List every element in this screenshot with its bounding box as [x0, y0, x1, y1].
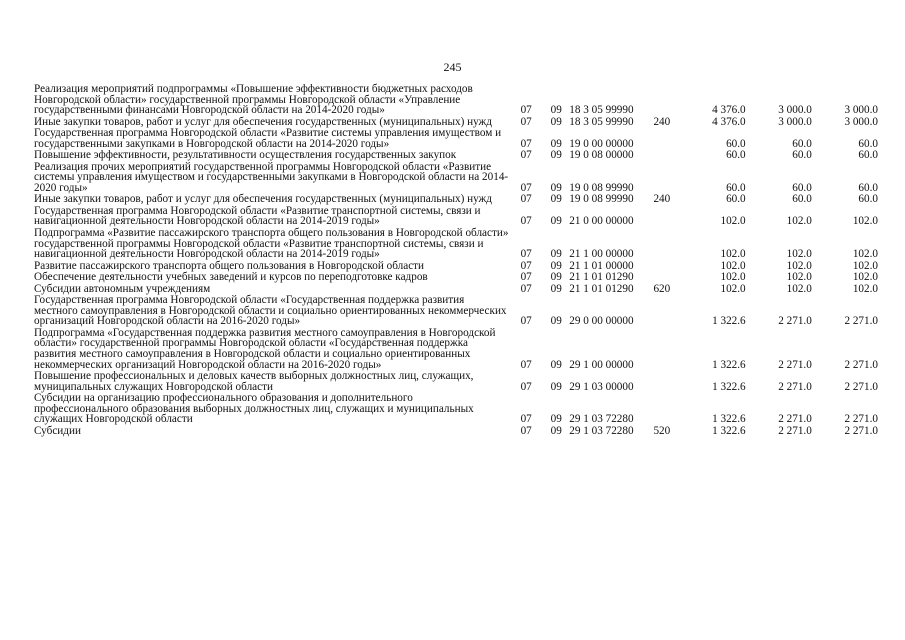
row-target-article: 29 1 00 00000	[569, 358, 634, 371]
row-amount-3: 2 271.0	[844, 315, 878, 328]
row-section-code: 07	[520, 259, 532, 272]
row-subsection-code: 09	[550, 315, 562, 328]
row-amount-3: 102.0	[852, 215, 878, 228]
row-expense-type	[653, 162, 681, 195]
row-expense-type	[653, 261, 681, 272]
row-expense-type	[653, 371, 681, 393]
row-subsection-code: 09	[550, 181, 562, 194]
row-amount-1: 102.0	[720, 271, 746, 284]
row-amount-1: 60.0	[726, 193, 746, 206]
row-expense-type	[653, 206, 681, 228]
table-row	[34, 371, 878, 393]
row-amount-3: 3 000.0	[844, 104, 878, 117]
table-row	[34, 393, 878, 426]
row-subsection-code: 09	[550, 358, 562, 371]
row-target-article: 21 1 01 00000	[569, 259, 634, 272]
table-row	[34, 426, 878, 437]
row-subsection-code: 09	[550, 193, 562, 206]
row-amount-3: 60.0	[858, 181, 878, 194]
row-section-code: 07	[520, 424, 532, 437]
row-target-article: 19 0 08 99990	[569, 193, 634, 206]
row-name: Государственная программа Новгородской области «Развитие транспортной системы, связи и навигационной деятельности Новгородской области на 2014-2019 годы»	[34, 204, 481, 228]
row-amount-1: 102.0	[720, 215, 746, 228]
row-section-code: 07	[520, 149, 532, 162]
row-amount-2: 60.0	[792, 149, 812, 162]
row-amount-2: 102.0	[786, 282, 812, 295]
row-target-article: 18 3 05 99990	[569, 104, 634, 117]
row-subsection-code: 09	[550, 248, 562, 261]
row-name: Повышение эффективности, результативности осуществления государственных закупок	[34, 149, 457, 162]
table-row	[34, 228, 878, 261]
row-amount-1: 102.0	[720, 282, 746, 295]
row-expense-type: 620	[653, 282, 671, 295]
table-row	[34, 206, 878, 228]
row-amount-1: 1 322.6	[712, 315, 746, 328]
row-amount-3: 60.0	[858, 193, 878, 206]
row-name: Государственная программа Новгородской области «Развитие системы управления имуществом и государственными закупками в Новгородской области на 2014-2020 годы»	[34, 127, 502, 150]
row-target-article: 29 1 03 00000	[569, 380, 634, 393]
row-amount-2: 3 000.0	[778, 115, 812, 128]
row-amount-2: 3 000.0	[778, 104, 812, 117]
table-row	[34, 162, 878, 195]
row-target-article: 29 0 00 00000	[569, 315, 634, 328]
row-target-article: 18 3 05 99990	[569, 115, 634, 128]
row-name: Подпрограмма «Государственная поддержка развития местного самоуправления в Новгородской области» государственной программы Новгородской области «Государственная поддержка развития местного самоуправления в Новгородской области и социально ориентированных некоммерческих организаций Новгородской области на 2016-2020 годы»	[34, 326, 496, 371]
row-subsection-code: 09	[550, 149, 562, 162]
row-amount-2: 2 271.0	[778, 315, 812, 328]
row-name: Субсидии	[34, 424, 81, 437]
budget-table-body	[34, 84, 878, 437]
row-target-article: 19 0 00 00000	[569, 137, 634, 150]
row-target-article: 29 1 03 72280	[569, 413, 634, 426]
row-amount-3: 60.0	[858, 137, 878, 150]
row-name: Подпрограмма «Развитие пассажирского транспорта общего пользования в Новгородской области» государственной программы Новгородской области «Развитие транспортной системы, связи и навигационной деятельности Новгородской области на 2014-2019 годы»	[34, 226, 509, 261]
row-amount-2: 2 271.0	[778, 380, 812, 393]
row-name: Субсидии автономным учреждениям	[34, 282, 211, 295]
row-section-code: 07	[520, 115, 532, 128]
table-row	[34, 328, 878, 371]
table-row	[34, 84, 878, 117]
row-amount-1: 1 322.6	[712, 424, 746, 437]
row-amount-1: 102.0	[720, 259, 746, 272]
row-section-code: 07	[520, 413, 532, 426]
row-amount-3: 102.0	[852, 271, 878, 284]
row-amount-3: 102.0	[852, 259, 878, 272]
row-section-code: 07	[520, 248, 532, 261]
row-section-code: 07	[520, 215, 532, 228]
row-target-article: 21 1 00 00000	[569, 248, 634, 261]
row-subsection-code: 09	[550, 215, 562, 228]
row-expense-type	[653, 84, 681, 117]
row-amount-3: 102.0	[852, 282, 878, 295]
table-row	[34, 150, 878, 161]
row-expense-type	[653, 228, 681, 261]
row-subsection-code: 09	[550, 137, 562, 150]
table-row	[34, 128, 878, 150]
row-amount-2: 102.0	[786, 271, 812, 284]
row-section-code: 07	[520, 315, 532, 328]
row-amount-1: 1 322.6	[712, 413, 746, 426]
row-amount-1: 1 322.6	[712, 358, 746, 371]
row-amount-1: 4 376.0	[712, 104, 746, 117]
row-target-article: 21 1 01 01290	[569, 282, 634, 295]
row-expense-type: 520	[653, 424, 671, 437]
row-amount-1: 4 376.0	[712, 115, 746, 128]
row-name: Иные закупки товаров, работ и услуг для обеспечения государственных (муниципальных) нужд	[34, 193, 492, 206]
row-section-code: 07	[520, 271, 532, 284]
row-amount-2: 60.0	[792, 181, 812, 194]
row-amount-3: 2 271.0	[844, 358, 878, 371]
row-expense-type	[653, 128, 681, 150]
row-target-article: 19 0 08 00000	[569, 149, 634, 162]
row-expense-type	[653, 328, 681, 371]
row-amount-1: 60.0	[726, 149, 746, 162]
row-amount-3: 2 271.0	[844, 424, 878, 437]
row-name: Развитие пассажирского транспорта общего пользования в Новгородской области	[34, 259, 425, 272]
row-amount-1: 102.0	[720, 248, 746, 261]
row-subsection-code: 09	[550, 380, 562, 393]
row-amount-1: 1 322.6	[712, 380, 746, 393]
row-expense-type: 240	[653, 193, 671, 206]
row-target-article: 21 0 00 00000	[569, 215, 634, 228]
row-amount-2: 2 271.0	[778, 424, 812, 437]
row-subsection-code: 09	[550, 271, 562, 284]
row-amount-2: 102.0	[786, 259, 812, 272]
row-section-code: 07	[520, 358, 532, 371]
row-name: Обеспечение деятельности учебных заведений и курсов по переподготовке кадров	[34, 271, 428, 284]
page-number: 245	[443, 60, 462, 74]
row-subsection-code: 09	[550, 413, 562, 426]
row-amount-1: 60.0	[726, 137, 746, 150]
row-section-code: 07	[520, 181, 532, 194]
row-name: Субсидии на организацию профессионального образования и дополнительного профессионального образования выборных должностных лиц, служащих и муниципальных служащих Новгородской области	[34, 392, 474, 426]
row-section-code: 07	[520, 193, 532, 206]
row-expense-type: 240	[653, 115, 671, 128]
table-row	[34, 295, 878, 328]
row-name: Реализация прочих мероприятий государственной программы Новгородской области «Развитие системы управления имуществом и государственными закупками в Новгородской области на 2014-2020 годы»	[34, 160, 509, 194]
row-expense-type	[653, 393, 681, 426]
row-name: Повышение профессиональных и деловых качеств выборных должностных лиц, служащих, муниципальных служащих Новгородской области	[34, 370, 474, 393]
row-section-code: 07	[520, 104, 532, 117]
row-amount-2: 60.0	[792, 193, 812, 206]
row-expense-type	[653, 150, 681, 161]
row-amount-1: 60.0	[726, 181, 746, 194]
row-name: Государственная программа Новгородской области «Государственная поддержка развития местного самоуправления в Новгородской области и социально ориентированных некоммерческих организаций Новгородской области на 2016-2020 годы»	[34, 294, 507, 328]
row-amount-3: 3 000.0	[844, 115, 878, 128]
row-amount-2: 60.0	[792, 137, 812, 150]
row-amount-3: 2 271.0	[844, 413, 878, 426]
row-section-code: 07	[520, 137, 532, 150]
row-subsection-code: 09	[550, 424, 562, 437]
row-subsection-code: 09	[550, 104, 562, 117]
row-amount-3: 2 271.0	[844, 380, 878, 393]
row-expense-type	[653, 295, 681, 328]
row-name: Иные закупки товаров, работ и услуг для обеспечения государственных (муниципальных) нужд	[34, 115, 492, 128]
row-amount-3: 102.0	[852, 248, 878, 261]
row-target-article: 29 1 03 72280	[569, 424, 634, 437]
row-amount-2: 102.0	[786, 248, 812, 261]
row-amount-2: 2 271.0	[778, 358, 812, 371]
table-row	[34, 272, 878, 283]
row-subsection-code: 09	[550, 115, 562, 128]
row-amount-2: 2 271.0	[778, 413, 812, 426]
budget-table	[34, 84, 878, 437]
row-amount-2: 102.0	[786, 215, 812, 228]
row-expense-type	[653, 272, 681, 283]
row-section-code: 07	[520, 282, 532, 295]
row-section-code: 07	[520, 380, 532, 393]
row-amount-3: 60.0	[858, 149, 878, 162]
row-name: Реализация мероприятий подпрограммы «Повышение эффективности бюджетных расходов Новгородской области» государственной программы Новгородской области «Управление государственными финансами Новгородской области на 2014-2020 годы»	[34, 83, 473, 117]
row-target-article: 21 1 01 01290	[569, 271, 634, 284]
row-subsection-code: 09	[550, 259, 562, 272]
row-target-article: 19 0 08 99990	[569, 181, 634, 194]
row-subsection-code: 09	[550, 282, 562, 295]
